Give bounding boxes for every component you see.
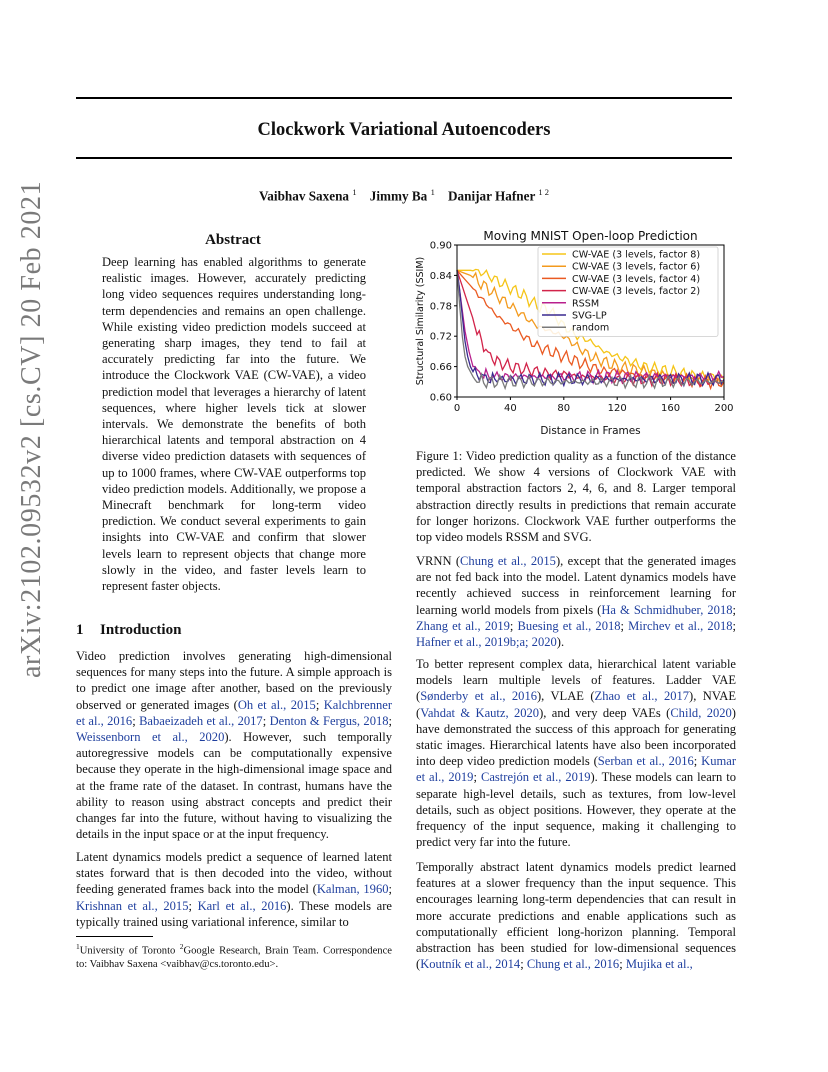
citation-link[interactable]: Chung et al., 2016 [526, 957, 620, 972]
author-name: Danijar Hafner [448, 188, 536, 204]
text-run: ; [619, 957, 626, 972]
paragraph [416, 553, 736, 650]
text-run: ; [473, 770, 481, 785]
ssim-line-chart [412, 226, 736, 446]
x-tick-label: 120 [607, 403, 627, 414]
abstract-heading: Abstract [205, 232, 261, 248]
text-run: ; [520, 957, 527, 972]
citation-link[interactable]: Weissenborn et al., 2020 [76, 730, 225, 745]
text-run: ; [188, 898, 198, 913]
chart-title: Moving MNIST Open-loop Prediction [483, 229, 698, 243]
author-affiliation: 1 2 [538, 187, 549, 197]
paper-title: Clockwork Variational Autoencoders [257, 120, 551, 140]
citation-link[interactable]: Buesing et al., 2018 [517, 618, 621, 633]
legend-label: CW-VAE (3 levels, factor 8) [572, 249, 701, 261]
author-list [76, 187, 732, 204]
abstract-text: Deep learning has enabled algorithms to generate realistic images. However, accurately predicting long video sequences requires understanding long-term dependencies and remains an open challenge. While existing video prediction models succeed at generating sharp images, they tend to fail at accurately predicting far into the future. We introduce the Clockwork VAE (CW-VAE), a video prediction model that leverages a hierarchy of latent sequences, where higher levels tick at slower intervals. We demonstrate the benefits of both hierarchical latents and temporal abstraction on 4 diverse video prediction datasets with sequences of up to 1000 frames, where CW-VAE outperforms top video prediction models. Additionally, we propose a Minecraft benchmark for long-term video prediction. We conduct several experiments to gain insights into CW-VAE and confirm that slower levels learn to represent objects that change more slowly in the video, and faster levels learn to represent faster objects. [102, 255, 366, 594]
citation-link[interactable]: Kalman, 1960 [316, 882, 389, 897]
right-paragraph-3 [416, 859, 736, 972]
text-run: ), except that the generated images are not fed back into the model. Latent dynamics models have recently achieved success in reinforcement learning for learning world models from pixels ( [416, 554, 736, 617]
text-run: ; [620, 618, 629, 633]
text-run: ; [132, 713, 140, 728]
caption-text: Figure 1: Video prediction quality as a function of the distance predicted. We show 4 versions of Clockwork VAE with temporal abstraction factors 2, 4, 6, and 8. Larger temporal abstraction directly results in predictions that remain accurate for longer horizons. Clockwork VAE further outperforms the top video models RSSM and SVG. [416, 449, 736, 545]
citation-link[interactable]: Kumar et al., 2019 [416, 754, 736, 785]
citation-link[interactable]: Child, 2020 [670, 705, 732, 720]
citation-link[interactable]: Babaeizadeh et al., 2017 [139, 713, 263, 728]
author-affiliation: 1 [352, 187, 357, 197]
text-run: ; [732, 618, 737, 633]
y-tick-label: 0.84 [429, 270, 452, 282]
text-run: ; [693, 754, 702, 769]
citation-link[interactable]: Zhao et al., 2017 [594, 689, 690, 704]
legend-label: CW-VAE (3 levels, factor 4) [572, 273, 701, 285]
text-run: ), NVAE ( [416, 689, 737, 720]
footnote-text: Google Research, Brain Team. Correspondence to: Vaibhav Saxena <vaibhav@cs.toronto.edu>. [76, 945, 392, 971]
footnote-rule [76, 936, 153, 937]
y-tick-label: 0.72 [429, 331, 452, 343]
paragraph [76, 849, 392, 930]
legend-label: CW-VAE (3 levels, factor 2) [572, 286, 701, 298]
intro-paragraph-2 [76, 849, 392, 930]
y-tick-label: 0.66 [429, 362, 452, 374]
x-tick-label: 80 [557, 403, 571, 414]
text-run: ). [556, 635, 565, 650]
paragraph [416, 859, 736, 972]
text-run: ), and very deep VAEs ( [539, 705, 671, 720]
paragraph [416, 656, 736, 850]
section-number: 1 [76, 622, 84, 638]
legend-label: RSSM [572, 298, 600, 310]
right-paragraph-1 [416, 553, 736, 650]
figure-caption [416, 448, 736, 545]
citation-link[interactable]: Sønderby et al., 2016 [420, 689, 537, 704]
citation-link[interactable]: Krishnan et al., 2015 [76, 898, 189, 913]
text-run: ; [388, 882, 393, 897]
text-run: ). These models can learn to separate high-level details, such as textures, from low-level details, such as object positions. However, they operate at the frequency of the input sequence, making it challenging to predict very far into the future. [416, 770, 736, 850]
text-run: ). These models are typically trained using variational inference, similar to [76, 898, 392, 929]
text-run: To better represent complex data, hierarchical latent variable models learn multiple levels of features. Ladder VAE ( [416, 657, 736, 704]
author-name: Vaibhav Saxena [259, 188, 350, 204]
text-run: VRNN ( [416, 554, 461, 568]
author-affiliation: 1 [430, 187, 435, 197]
y-tick-label: 0.78 [429, 301, 452, 313]
text-run: Video prediction involves generating high-dimensional sequences for many steps into the future. A simple approach is to predict one image after another, based on the previously observed or generated images ( [76, 649, 392, 712]
text-run: ; [732, 602, 736, 617]
footnote [76, 940, 392, 972]
footnote-marker: 1 [76, 942, 80, 951]
citation-link[interactable]: Mujika et al., [625, 957, 693, 972]
title-bottom-rule [76, 157, 732, 159]
citation-link[interactable]: Karl et al., 2016 [197, 898, 287, 913]
text-run: ; [509, 618, 518, 633]
x-tick-label: 40 [504, 403, 517, 414]
paragraph [76, 648, 392, 842]
x-axis-label: Distance in Frames [540, 425, 641, 437]
legend-label: CW-VAE (3 levels, factor 6) [572, 261, 701, 273]
citation-link[interactable]: Koutník et al., 2014 [420, 957, 521, 972]
citation-link[interactable]: Hafner et al., 2019b;a; 2020 [416, 635, 557, 650]
right-paragraph-2 [416, 656, 736, 850]
legend-label: random [572, 322, 610, 334]
text-run: ), VLAE ( [537, 689, 595, 704]
x-tick-label: 160 [661, 403, 681, 414]
section-heading-introduction [76, 622, 181, 639]
y-axis-label: Structural Similarity (SSIM) [415, 256, 426, 386]
author-name: Jimmy Ba [369, 188, 428, 204]
abstract-body [102, 254, 366, 594]
citation-link[interactable]: Oh et al., 2015 [237, 697, 316, 712]
citation-link[interactable]: Denton & Fergus, 2018 [269, 713, 389, 728]
intro-paragraph-1 [76, 648, 392, 842]
x-tick-label: 0 [453, 403, 461, 414]
citation-link[interactable]: Mirchev et al., 2018 [628, 618, 733, 633]
text-run: ; [388, 713, 393, 728]
top-rule [76, 97, 732, 99]
citation-link[interactable]: Chung et al., 2015 [460, 554, 556, 568]
text-run: Latent dynamics models predict a sequence of learned latent states forward that is then decoded into the video, without feeding generated frames back into the model ( [76, 850, 392, 897]
y-tick-label: 0.60 [429, 392, 452, 404]
citation-link[interactable]: Serban et al., 2016 [597, 754, 694, 769]
citation-link[interactable]: Vahdat & Kautz, 2020 [420, 705, 540, 720]
citation-link[interactable]: Castrejón et al., 2019 [480, 770, 591, 785]
footnote-affiliation: University of Toronto [79, 945, 180, 957]
text-run: ) have demonstrated the success of this approach for generating static images. Hierarchical latents have also been incorporated into deep video prediction models ( [416, 705, 736, 769]
section-title: Introduction [100, 622, 182, 638]
x-tick-label: 200 [714, 403, 734, 414]
text-run: ; [262, 713, 270, 728]
text-run: Temporally abstract latent dynamics models predict learned features at a slower frequency than the input sequence. This encourages learning long-term dependencies that can result in more accurate predictions and enable applications such as computationally efficient long-horizon planning. Temporal abstraction has been studied for low-dimensional sequences ( [416, 860, 736, 972]
citation-link[interactable]: Zhang et al., 2019 [416, 618, 510, 633]
text-run: ; [315, 697, 324, 712]
footnote-marker: 2 [179, 942, 184, 951]
citation-link[interactable]: Ha & Schmidhuber, 2018 [601, 602, 733, 617]
citation-link[interactable]: Kalchbrenner et al., 2016 [76, 697, 392, 728]
text-run: ). However, such temporally autoregressive models can be computationally expensive because they operate in the high-dimensional image space and at the frame rate of the dataset. In contrast, humans have the ability to reason using abstract concepts and predict their changes far into the future, without having to visualizing the details in the input space or at the input frequency. [76, 730, 392, 842]
y-tick-label: 0.90 [429, 240, 452, 252]
legend-label: SVG-LP [572, 310, 607, 322]
arxiv-side-label: arXiv:2102.09532v2 [cs.CV] 20 Feb 2021 [16, 180, 47, 678]
